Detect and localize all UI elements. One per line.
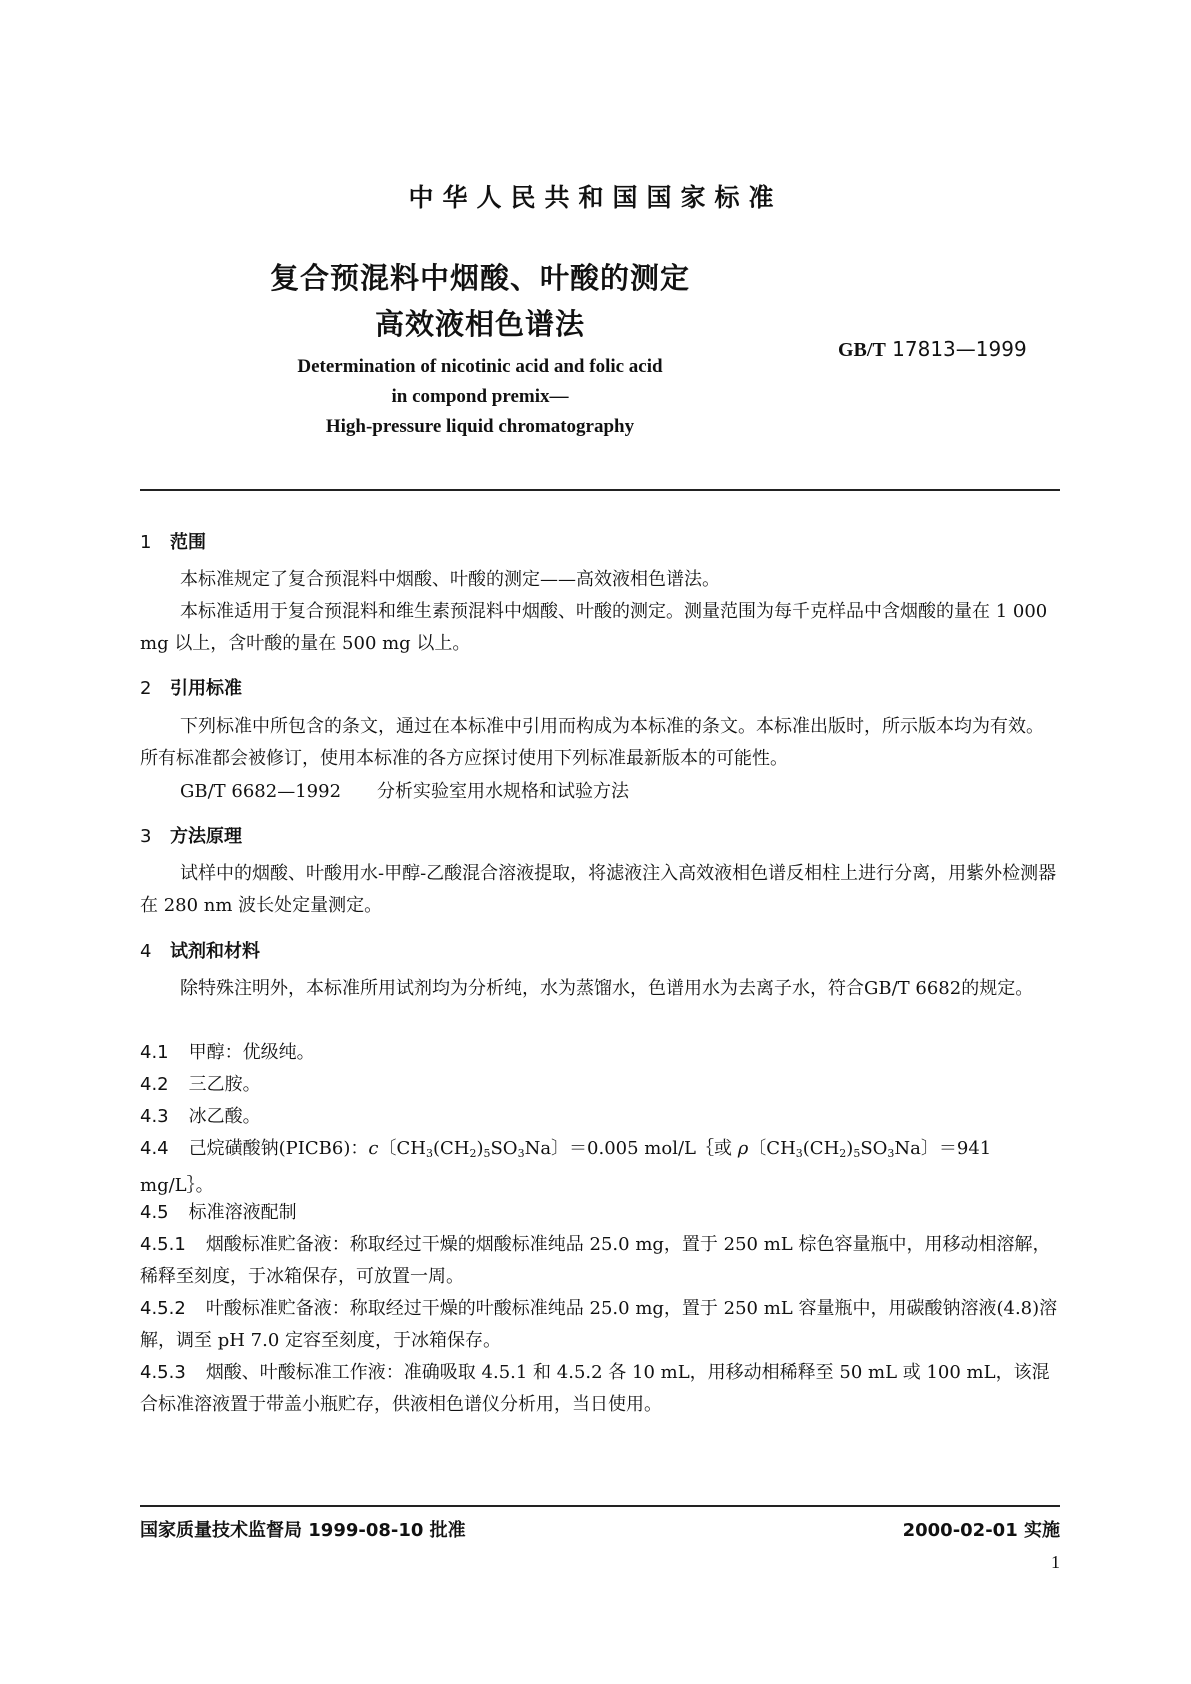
- standard-code-number: 17813—1999: [892, 337, 1027, 361]
- clause-4-1: [140, 1037, 1060, 1069]
- clause-number: 4.5.3: [140, 1362, 186, 1383]
- section-2-number: 2: [140, 678, 152, 699]
- section-1-heading: [140, 528, 206, 554]
- clause-number: 4.4: [140, 1138, 169, 1159]
- clause-4-5-2: [140, 1293, 1060, 1357]
- clause-text: 三乙胺。: [188, 1074, 261, 1095]
- reference-code: GB/T 6682—1992: [180, 781, 342, 802]
- clause-number: 4.5: [140, 1202, 169, 1223]
- section-1-paragraph-2: 本标准适用于复合预混料和维生素预混料中烟酸、叶酸的测定。测量范围为每千克样品中含烟酸的量在 1 000 mg 以上，含叶酸的量在 500 mg 以上。: [140, 601, 1048, 654]
- section-1-paragraph-1: 本标准规定了复合预混料中烟酸、叶酸的测定——高效液相色谱法。: [180, 569, 720, 590]
- clause-4-3: [140, 1101, 1060, 1133]
- clause-4-2: [140, 1069, 1060, 1101]
- document-title-line1: 复合预混料中烟酸、叶酸的测定: [269, 261, 690, 295]
- national-standard-heading: 中华人民共和国国家标准: [408, 183, 783, 212]
- section-1-title: 范围: [170, 532, 206, 553]
- clause-number: 4.2: [140, 1074, 169, 1095]
- section-1-number: 1: [140, 532, 152, 553]
- clause-text: 烟酸、叶酸标准工作液：准确吸取 4.5.1 和 4.5.2 各 10 mL，用移动相稀释至 50 mL 或 100 mL，该混合标准溶液置于带盖小瓶贮存，供液相色谱仪分析用，当日使用。: [140, 1362, 1050, 1415]
- section-4-paragraph-1: 除特殊注明外，本标准所用试剂均为分析纯，水为蒸馏水，色谱用水为去离子水，符合GB/T 6682的规定。: [180, 978, 1034, 999]
- clause-number: 4.3: [140, 1106, 169, 1127]
- header-divider: [140, 489, 1060, 491]
- clause-text: 标准溶液配制: [188, 1202, 297, 1223]
- section-4-title: 试剂和材料: [170, 941, 260, 962]
- section-2-heading: [140, 674, 242, 700]
- clause-text: 烟酸标准贮备液：称取经过干燥的烟酸标准纯品 25.0 mg，置于 250 mL 棕色容量瓶中，用移动相溶解，稀释至刻度，于冰箱保存，可放置一周。: [140, 1234, 1051, 1287]
- clause-4-5-3: [140, 1357, 1060, 1421]
- clause-text: 冰乙酸。: [188, 1106, 261, 1127]
- section-3-heading: [140, 822, 242, 848]
- clause-number: 4.1: [140, 1042, 169, 1063]
- document-title-line2: 高效液相色谱法: [374, 307, 585, 341]
- english-title-line3: High-pressure liquid chromatography: [325, 416, 635, 437]
- reference-title: 分析实验室用水规格和试验方法: [377, 781, 630, 802]
- clause-text: 叶酸标准贮备液：称取经过干燥的叶酸标准纯品 25.0 mg，置于 250 mL 容量瓶中，用碳酸钠溶液(4.8)溶解，调至 pH 7.0 定容至刻度，于冰箱保存。: [140, 1298, 1058, 1351]
- clause-4-4-formula: 己烷磺酸钠(PICB6)：c〔$CH_3(CH_2)_5SO_3Na$〕＝0.005 mol/L｛或 ρ〔$CH_3(CH_2)_5SO_3Na$〕＝941 mg/L｝。: [140, 1138, 992, 1196]
- section-2-title: 引用标准: [170, 678, 242, 699]
- section-3-title: 方法原理: [170, 826, 242, 847]
- clause-number: 4.5.1: [140, 1234, 186, 1255]
- section-3-number: 3: [140, 826, 152, 847]
- clause-number: 4.5.2: [140, 1298, 186, 1319]
- clause-4-5: [140, 1197, 1060, 1229]
- clause-4-4: [140, 1133, 1060, 1202]
- clause-4-5-1: [140, 1229, 1060, 1293]
- english-title-line2: in compond premix—: [391, 386, 569, 407]
- section-2-paragraph-1: 下列标准中所包含的条文，通过在本标准中引用而构成为本标准的条文。本标准出版时，所示版本均为有效。所有标准都会被修订，使用本标准的各方应探讨使用下列标准最新版本的可能性。: [140, 716, 1044, 769]
- implementation-date: 2000-02-01 实施: [902, 1520, 1060, 1541]
- section-4-heading: [140, 937, 260, 963]
- page-number: 1: [1051, 1552, 1060, 1572]
- approval-notice: 国家质量技术监督局 1999-08-10 批准: [140, 1520, 466, 1541]
- standard-code-prefix: GB/T: [838, 339, 886, 361]
- english-title-line1: Determination of nicotinic acid and folic acid: [297, 356, 663, 377]
- normative-reference: [180, 777, 629, 803]
- clause-text: 甲醇：优级纯。: [188, 1042, 315, 1063]
- footer-divider: [140, 1505, 1060, 1507]
- section-3-paragraph-1: 试样中的烟酸、叶酸用水-甲醇-乙酸混合溶液提取，将滤液注入高效液相色谱反相柱上进行分离，用紫外检测器在 280 nm 波长处定量测定。: [140, 863, 1057, 916]
- section-4-number: 4: [140, 941, 152, 962]
